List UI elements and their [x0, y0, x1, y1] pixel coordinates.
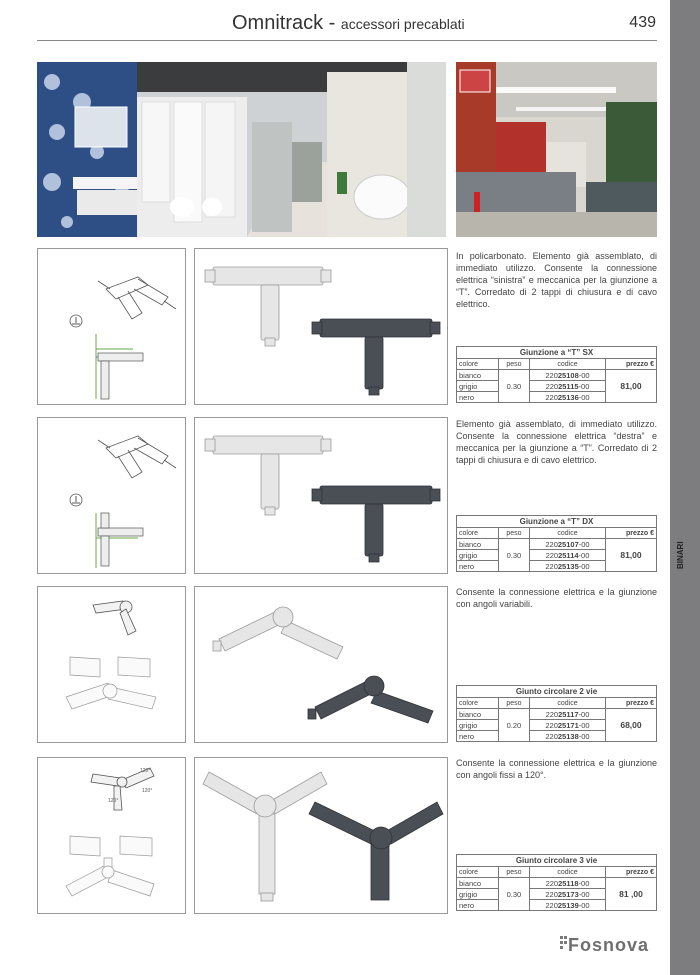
- price-table-2: [456, 515, 657, 572]
- col-codice: codice: [530, 359, 606, 370]
- color-cell: grigio: [457, 889, 499, 900]
- angle-label: 120°: [140, 768, 151, 774]
- brand-name: Fosnova: [568, 935, 650, 955]
- color-cell: nero: [457, 731, 499, 742]
- col-colore: colore: [457, 359, 499, 370]
- price-table-4: [456, 854, 657, 911]
- col-prezzo: prezzo €: [605, 528, 656, 539]
- header-divider: [37, 40, 657, 41]
- price-cell: 81 ,00: [605, 878, 656, 911]
- color-cell: grigio: [457, 381, 499, 392]
- product-description-4: Consente la connessione elettrica e la giunzione con angoli fissi a 120°.: [456, 758, 657, 780]
- weight-cell: 0.30: [498, 878, 529, 911]
- code-cell: 22025107-00: [530, 539, 606, 550]
- price-cell: 68,00: [605, 709, 656, 742]
- col-codice: codice: [530, 528, 606, 539]
- price-table-3: [456, 685, 657, 742]
- color-cell: grigio: [457, 550, 499, 561]
- color-cell: bianco: [457, 370, 499, 381]
- product-image-3: [194, 586, 448, 743]
- col-colore: colore: [457, 528, 499, 539]
- price-cell: 81,00: [605, 370, 656, 403]
- showroom-photo: [37, 62, 446, 237]
- color-cell: nero: [457, 900, 499, 911]
- col-prezzo: prezzo €: [605, 698, 656, 709]
- code-cell: 22025135-00: [530, 561, 606, 572]
- code-cell: 22025136-00: [530, 392, 606, 403]
- supermarket-photo: [456, 62, 657, 237]
- color-cell: grigio: [457, 720, 499, 731]
- table-title: Giunzione a “T” DX: [457, 516, 657, 528]
- color-cell: bianco: [457, 878, 499, 889]
- side-label: BINARI: [676, 541, 685, 569]
- col-codice: codice: [530, 867, 606, 878]
- technical-drawing-1: [37, 248, 186, 405]
- col-codice: codice: [530, 698, 606, 709]
- angle-label: 120°: [142, 788, 153, 794]
- code-cell: 22025108-00: [530, 370, 606, 381]
- color-cell: nero: [457, 561, 499, 572]
- product-description-1: In policarbonato. Elemento già assemblato, di immediato utilizzo. Consente la connessione elettrica “sinistra” e meccanica per la giunzione a “T”. Corredato di 2 tappi di chiusura e di cavo elettrico.: [456, 251, 657, 309]
- fosnova-logo: [560, 930, 660, 958]
- side-tab: [670, 0, 700, 975]
- code-cell: 22025115-00: [530, 381, 606, 392]
- product-description-2: Elemento già assemblato, di immediato utilizzo. Consente la connessione elettrica “destra” e meccanica per la giunzione a “T”. Corredato di 2 tappi di chiusura e di cavo elettrico.: [456, 419, 657, 465]
- table-title: Giunto circolare 3 vie: [457, 855, 657, 867]
- angle-label: 120°: [108, 798, 119, 804]
- product-description-3: Consente la connessione elettrica e la giunzione con angoli variabili.: [456, 587, 657, 609]
- color-cell: bianco: [457, 709, 499, 720]
- code-cell: 22025114-00: [530, 550, 606, 561]
- code-cell: 22025173-00: [530, 889, 606, 900]
- col-prezzo: prezzo €: [605, 867, 656, 878]
- col-peso: peso: [498, 528, 529, 539]
- technical-drawing-2: [37, 417, 186, 574]
- code-cell: 22025139-00: [530, 900, 606, 911]
- table-title: Giunto circolare 2 vie: [457, 686, 657, 698]
- technical-drawing-4: [37, 757, 186, 914]
- product-image-1: [194, 248, 448, 405]
- col-peso: peso: [498, 359, 529, 370]
- col-prezzo: prezzo €: [605, 359, 656, 370]
- code-cell: 22025138-00: [530, 731, 606, 742]
- code-cell: 22025171-00: [530, 720, 606, 731]
- weight-cell: 0.30: [498, 370, 529, 403]
- price-table-1: [456, 346, 657, 403]
- color-cell: nero: [457, 392, 499, 403]
- page-number: 439: [629, 14, 656, 31]
- weight-cell: 0.20: [498, 709, 529, 742]
- page-title: Omnitrack - accessori precablati: [232, 12, 465, 34]
- col-colore: colore: [457, 698, 499, 709]
- weight-cell: 0.30: [498, 539, 529, 572]
- price-cell: 81,00: [605, 539, 656, 572]
- col-colore: colore: [457, 867, 499, 878]
- table-title: Giunzione a “T” SX: [457, 347, 657, 359]
- technical-drawing-3: [37, 586, 186, 743]
- code-cell: 22025117-00: [530, 709, 606, 720]
- page-subtitle: accessori precablati: [340, 16, 465, 32]
- product-image-4: [194, 757, 448, 914]
- col-peso: peso: [498, 867, 529, 878]
- color-cell: bianco: [457, 539, 499, 550]
- code-cell: 22025118-00: [530, 878, 606, 889]
- product-image-2: [194, 417, 448, 574]
- col-peso: peso: [498, 698, 529, 709]
